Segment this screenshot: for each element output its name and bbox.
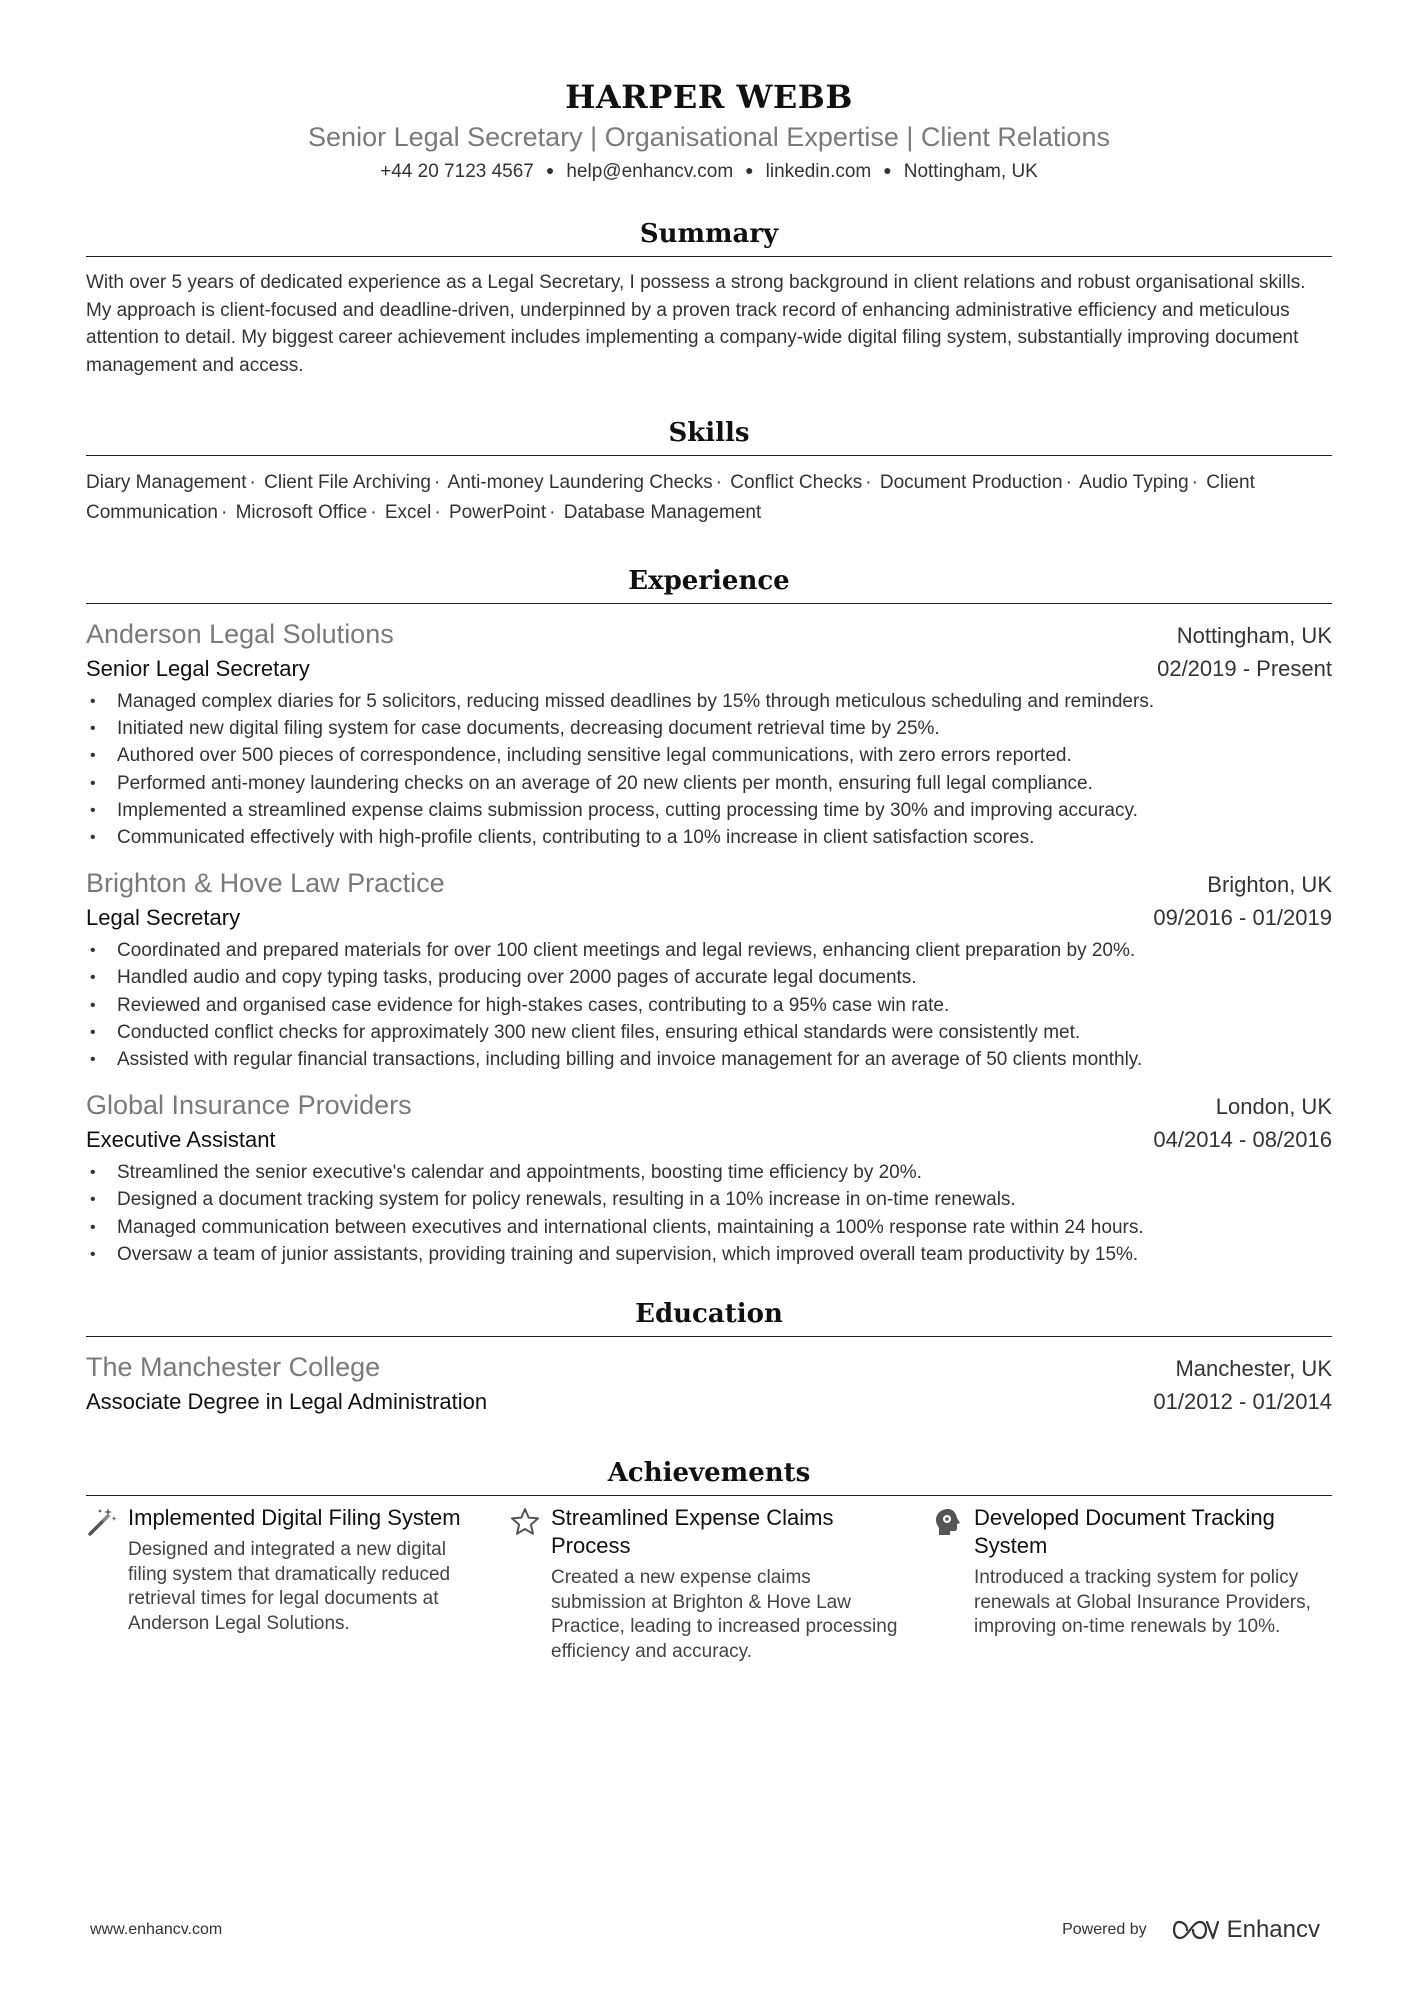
powered-by: [1062, 1916, 1320, 1944]
skill-item: Document Production: [879, 472, 1063, 493]
experience-entry: [86, 616, 1332, 851]
company-name: Anderson Legal Solutions: [86, 619, 394, 649]
degree-name: Associate Degree in Legal Administration: [86, 1389, 488, 1415]
skill-separator: ·: [370, 501, 377, 523]
school-name: The Manchester College: [86, 1352, 381, 1383]
skills-list: [86, 468, 1332, 527]
skill-item: Audio Typing: [1079, 472, 1189, 493]
contact-email[interactable]: help@enhancv.com: [566, 161, 734, 182]
summary-text: With over 5 years of dedicated experience as a Legal Secretary, I possess a strong background in client relations and robust organisational skills. My approach is client-focused and deadline-driven, underpinned by a proven track record of enhancing administrative efficiency and meticulous attention to detail. My biggest career achievement includes implementing a company-wide digital filing system, substantially improving document management and access.: [86, 272, 1306, 376]
education-header-row: [86, 1349, 1332, 1385]
bullet-item: • Performed anti-money laundering checks on an average of 20 new clients per month, ensuring full legal compliance.: [86, 770, 1332, 797]
job-bullets: [86, 1159, 1332, 1268]
job-dates: 02/2019 - Present: [1157, 656, 1332, 681]
experience-entry: [86, 1087, 1332, 1268]
bullet-item: • Designed a document tracking system for policy renewals, resulting in a 10% increase in on-time renewals.: [86, 1186, 1332, 1213]
skill-separator: ·: [1065, 472, 1072, 493]
section-heading: Summary: [86, 214, 1332, 257]
skill-item: Conflict Checks: [730, 472, 863, 493]
job-role: Executive Assistant: [86, 1127, 276, 1153]
experience-section: [86, 561, 1332, 1268]
achievement-text: [551, 1504, 909, 1664]
job-bullets: [86, 688, 1332, 851]
job-location: London, UK: [1215, 1094, 1332, 1120]
bullet-item: • Managed communication between executives and international clients, maintaining a 100% response rate within 24 hours.: [86, 1214, 1332, 1241]
section-heading: Skills: [86, 413, 1332, 456]
skill-item: Database Management: [563, 501, 762, 523]
bullet-separator: ●: [545, 162, 555, 178]
contact-line: [86, 156, 1332, 186]
skill-separator: ·: [434, 501, 441, 523]
bullet-item: • Communicated effectively with high-profile clients, contributing to a 10% increase in client satisfaction scores.: [86, 824, 1332, 851]
bullet-item: • Implemented a streamlined expense claims submission process, cutting processing time by 30% and improving accuracy.: [86, 797, 1332, 824]
achievement-description: Introduced a tracking system for policy renewals at Global Insurance Providers, improving on-time renewals by 10%.: [974, 1567, 1311, 1638]
company-name: Brighton & Hove Law Practice: [86, 868, 445, 899]
school-location: Manchester, UK: [1175, 1356, 1332, 1382]
bullet-item: • Assisted with regular financial transactions, including billing and invoice management for an average of 50 clients monthly.: [86, 1046, 1332, 1073]
entry-header-row: [86, 1087, 1332, 1123]
skill-separator: ·: [1191, 472, 1198, 493]
skill-item: Excel: [384, 501, 432, 523]
achievement-title: Developed Document Tracking System: [974, 1505, 1275, 1559]
skill-item: Microsoft Office: [235, 501, 368, 523]
job-location: Nottingham, UK: [1176, 623, 1332, 648]
magic-wand-icon: [86, 1506, 118, 1538]
section-heading: Experience: [86, 561, 1332, 604]
bullet-item: • Handled audio and copy typing tasks, producing over 2000 pages of accurate legal documents.: [86, 964, 1332, 991]
skill-separator: ·: [715, 472, 722, 493]
powered-by-label: Powered by: [1062, 1921, 1147, 1938]
entry-header-row: [86, 865, 1332, 901]
skill-separator: ·: [249, 472, 256, 493]
education-dates: 01/2012 - 01/2014: [1153, 1389, 1332, 1415]
job-role: Senior Legal Secretary: [86, 656, 310, 681]
entry-subheader-row: [86, 1123, 1332, 1157]
candidate-title: Senior Legal Secretary | Organisational Expertise | Client Relations: [308, 122, 1110, 152]
contact-location: Nottingham, UK: [903, 161, 1038, 182]
bullet-item: • Reviewed and organised case evidence for high-stakes cases, contributing to a 95% case win rate.: [86, 992, 1332, 1019]
education-section: [86, 1294, 1332, 1419]
job-location: Brighton, UK: [1207, 872, 1332, 898]
contact-phone: +44 20 7123 4567: [380, 161, 534, 182]
company-name: Global Insurance Providers: [86, 1090, 412, 1121]
achievement-description: Created a new expense claims submission at Brighton & Hove Law Practice, leading to increased processing efficiency and accuracy.: [551, 1567, 898, 1662]
brand-logo[interactable]: [1173, 1916, 1320, 1944]
achievement-item: [509, 1504, 909, 1664]
bullet-item: • Managed complex diaries for 5 solicitors, reducing missed deadlines by 15% through meticulous scheduling and reminders.: [86, 688, 1332, 715]
star-icon: [509, 1506, 541, 1538]
achievement-description: Designed and integrated a new digital filing system that dramatically reduced retrieval times for legal documents at Anderson Legal Solutions.: [128, 1539, 451, 1634]
brand-name: Enhancv: [1226, 1916, 1320, 1943]
bullet-item: • Conducted conflict checks for approximately 300 new client files, ensuring ethical standards were consistently met.: [86, 1019, 1332, 1046]
job-role: Legal Secretary: [86, 905, 241, 931]
achievements-grid: [86, 1504, 1332, 1664]
job-dates: 04/2014 - 08/2016: [1153, 1127, 1332, 1153]
achievements-section: [86, 1453, 1332, 1664]
section-heading: Education: [86, 1294, 1332, 1337]
bullet-item: • Authored over 500 pieces of correspondence, including sensitive legal communications, with zero errors reported.: [86, 742, 1332, 769]
skill-separator: ·: [549, 501, 556, 523]
bullet-item: • Coordinated and prepared materials for over 100 client meetings and legal reviews, enhancing client preparation by 20%.: [86, 937, 1332, 964]
page-footer: [90, 1916, 1320, 1944]
head-gear-icon: [932, 1506, 964, 1538]
achievement-item: [932, 1504, 1332, 1664]
education-subheader-row: [86, 1385, 1332, 1419]
summary-section: [86, 214, 1332, 379]
job-bullets: [86, 937, 1332, 1073]
skill-item: PowerPoint: [448, 501, 547, 523]
bullet-separator: ●: [745, 162, 754, 178]
achievement-text: [974, 1504, 1332, 1640]
section-heading: Achievements: [86, 1453, 1332, 1496]
skill-item: Client Communication: [86, 472, 1255, 523]
skill-separator: ·: [865, 472, 872, 493]
entry-header-row: [86, 616, 1332, 652]
achievement-text: [128, 1504, 486, 1636]
resume-content: [86, 74, 1332, 1664]
achievement-item: [86, 1504, 486, 1664]
resume-header: [86, 74, 1332, 186]
skills-section: [86, 413, 1332, 527]
bullet-separator: ●: [883, 162, 892, 178]
candidate-name: HARPER WEBB: [565, 78, 853, 116]
achievement-title: Implemented Digital Filing System: [128, 1505, 461, 1531]
skill-item: Diary Management: [86, 472, 247, 493]
enhancv-logo-icon: [1173, 1918, 1219, 1942]
job-dates: 09/2016 - 01/2019: [1153, 905, 1332, 931]
entry-subheader-row: [86, 652, 1332, 686]
bullet-item: • Streamlined the senior executive's calendar and appointments, boosting time efficiency by 20%.: [86, 1159, 1332, 1186]
achievement-title: Streamlined Expense Claims Process: [551, 1505, 834, 1559]
skill-item: Anti-money Laundering Checks: [447, 472, 713, 493]
skill-separator: ·: [221, 501, 228, 523]
bullet-item: • Initiated new digital filing system for case documents, decreasing document retrieval time by 25%.: [86, 715, 1332, 742]
skill-item: Client File Archiving: [264, 472, 431, 493]
entry-subheader-row: [86, 901, 1332, 935]
bullet-item: • Oversaw a team of junior assistants, providing training and supervision, which improved overall team productivity by 15%.: [86, 1241, 1332, 1268]
footer-website-link[interactable]: www.enhancv.com: [90, 1921, 223, 1938]
contact-linkedin[interactable]: linkedin.com: [765, 161, 872, 182]
experience-entry: [86, 865, 1332, 1073]
skill-separator: ·: [433, 472, 441, 493]
